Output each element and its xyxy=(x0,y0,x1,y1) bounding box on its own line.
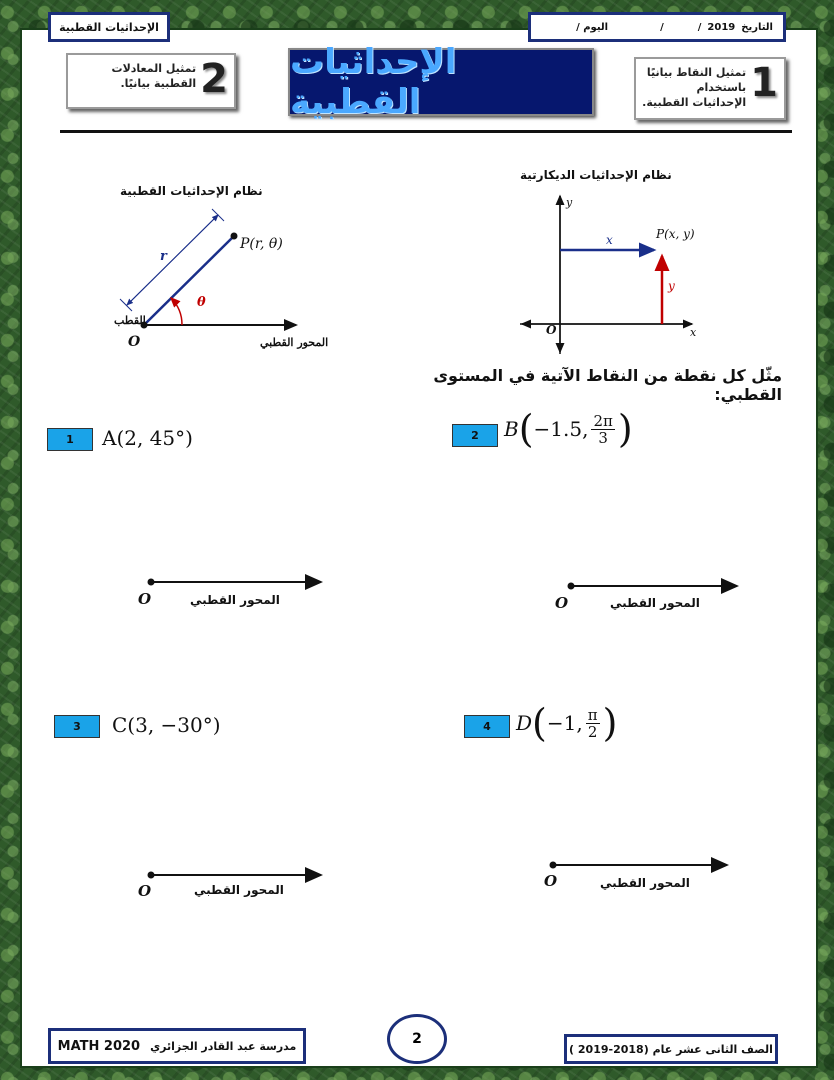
page-number: 2 xyxy=(387,1014,447,1064)
topic-label: الإحداثيات القطبية xyxy=(59,20,159,34)
polar-point xyxy=(231,233,238,240)
cartesian-origin-label: O xyxy=(546,323,557,337)
objective-1-number: 1 xyxy=(750,60,778,106)
question-2-axis-label: المحور القطبي xyxy=(610,596,700,610)
polar-origin-label: O xyxy=(128,334,141,350)
polar-r-label: r xyxy=(160,249,167,264)
cartesian-diagram xyxy=(520,192,710,356)
question-4-axis-label: المحور القطبي xyxy=(600,876,690,890)
date-slash-1: / xyxy=(697,21,702,33)
footer-school: مدرسة عبد القادر الجزائري xyxy=(150,1039,297,1053)
polar-pole-label: القطب xyxy=(114,314,146,327)
date-slash-2: / xyxy=(660,21,664,33)
objective-2-number: 2 xyxy=(200,56,228,102)
question-1-expression: A(2, 45°) xyxy=(102,426,193,450)
question-2-badge: 2 xyxy=(452,424,498,447)
cartesian-point-label: P(x, y) xyxy=(656,227,695,241)
question-4-frac-num: π xyxy=(587,705,598,724)
question-4-point-name: D xyxy=(516,711,533,735)
date-label: التاريخ xyxy=(741,21,773,33)
question-3-polar-axis xyxy=(145,867,330,883)
footer-math: MATH 2020 xyxy=(57,1038,141,1054)
question-2-frac-num: 2π xyxy=(593,411,613,430)
question-3-expression: C(3, −30°) xyxy=(112,713,221,737)
question-2-r-value: −1.5, xyxy=(533,417,589,441)
cartesian-title: نظام الإحداثيات الديكارتية xyxy=(520,168,672,182)
question-3-axis-label: المحور القطبي xyxy=(194,883,284,897)
question-2-frac-den: 3 xyxy=(598,428,608,447)
school-tab xyxy=(48,1028,306,1064)
objective-1 xyxy=(634,57,786,120)
objective-1-text: تمثيل النقاط بيانيًا باستخدام الإحداثيات القطبية. xyxy=(642,66,747,109)
cartesian-x-axis-label: x xyxy=(690,326,697,339)
question-4-badge: 4 xyxy=(464,715,510,738)
question-1-badge: 1 xyxy=(47,428,93,451)
question-2-polar-axis xyxy=(565,578,745,594)
question-1-axis-label: المحور القطبي xyxy=(190,593,280,607)
cartesian-y-dist-label: y xyxy=(668,279,675,293)
page-title-box xyxy=(288,42,594,122)
polar-point-label: P(r, θ) xyxy=(240,236,283,252)
polar-axis-label: المحور القطبي xyxy=(260,336,329,349)
question-3-badge: 3 xyxy=(54,715,100,738)
question-4-r-value: −1, xyxy=(546,711,583,735)
grade-tab xyxy=(564,1034,778,1064)
question-1-polar-axis xyxy=(145,574,330,590)
question-1-origin: O xyxy=(138,590,152,608)
header-divider xyxy=(60,130,792,133)
question-4-expression: D ( −1, $\frac{\pi}{2}$ ) xyxy=(516,701,618,745)
topic-tab xyxy=(48,12,170,42)
footer-grade: الصف الثانى عشر عام (2018-2019 ) xyxy=(569,1042,773,1056)
polar-title: نظام الإحداثيات القطبية xyxy=(120,184,263,198)
question-4-origin: O xyxy=(544,872,558,890)
instruction-text: مثّل كل نقطة من النقاط الآتية في المستوى القطبي: xyxy=(433,366,782,404)
question-4-polar-axis xyxy=(547,857,737,873)
page-title: الإحداثيات القطبية xyxy=(290,42,457,122)
question-4-frac-den: 2 xyxy=(587,722,598,741)
objective-2-text: تمثيل المعادلات القطبية بيانيًا. xyxy=(111,62,197,90)
date-tab xyxy=(528,12,786,42)
question-2-expression: B ( −1.5, $\frac{2\pi}{3}$ ) xyxy=(504,407,633,451)
theta-arc xyxy=(171,298,182,325)
polar-radius xyxy=(144,236,234,325)
question-2-origin: O xyxy=(555,594,569,612)
objective-2 xyxy=(66,53,236,109)
polar-theta-label: θ xyxy=(197,295,206,310)
cartesian-x-dist-label: x xyxy=(606,233,613,247)
cartesian-y-axis-label: y xyxy=(566,196,573,209)
polar-diagram xyxy=(70,206,329,356)
day-label: اليوم / xyxy=(576,21,609,33)
question-3-origin: O xyxy=(138,882,152,900)
date-year: 2019 xyxy=(707,21,736,33)
question-2-point-name: B xyxy=(504,417,519,441)
